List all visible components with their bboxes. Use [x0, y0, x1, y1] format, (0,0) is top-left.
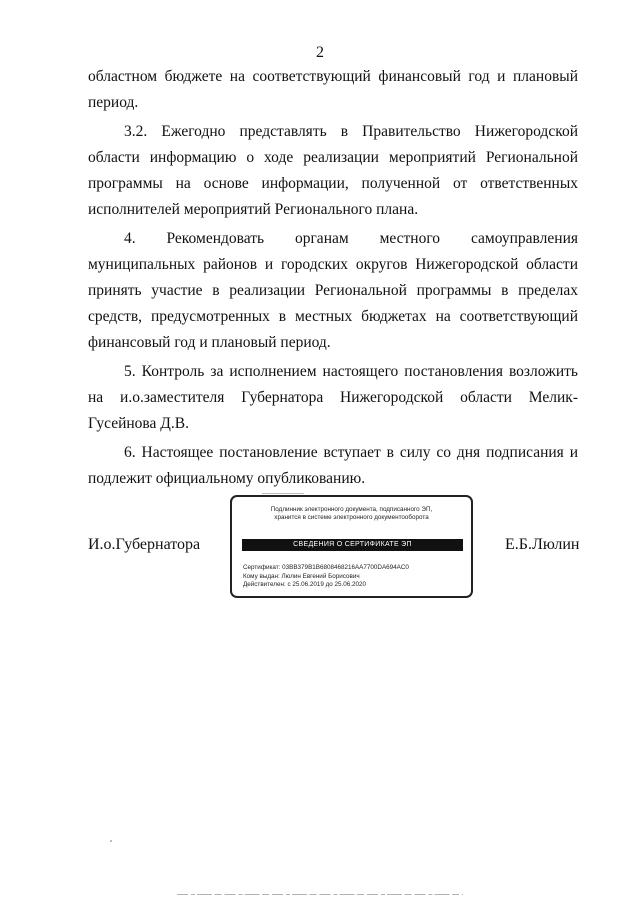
page-number: 2 — [316, 44, 324, 61]
stamp-details — [243, 564, 409, 590]
signatory-position: И.о.Губернатора — [88, 536, 201, 553]
signatory-name: Е.Б.Люлин — [505, 536, 580, 553]
stamp-title-bar: СВЕДЕНИЯ О СЕРТИФИКАТЕ ЭП — [242, 539, 463, 551]
paragraph-6: 6. Настоящее постановление вступает в силу со дня подписания и подлежит официальному опубликованию. — [88, 444, 578, 487]
scan-mark — [262, 493, 304, 494]
paragraph-3-2: 3.2. Ежегодно представлять в Правительство Нижегородской области информацию о ходе реализации мероприятий Региональной программы на основе информации, полученной от ответственных исполнителей мероприятий Регионального плана. — [88, 123, 578, 218]
bottom-scan-dashes — [34, 894, 606, 895]
stamp-header-line: хранится в системе электронного документооборота — [274, 514, 429, 521]
certificate-number: Сертификат: 03BB379B1B6808468216AA7700DA694AC0 — [243, 564, 409, 571]
certificate-owner: Кому выдан: Люлин Евгений Борисович — [243, 572, 360, 580]
paragraph-continuation: областном бюджете на соответствующий финансовый год и плановый период. — [88, 68, 578, 111]
paragraph-5: 5. Контроль за исполнением настоящего постановления возложить на и.о.заместителя Губернатора Нижегородской области Мелик-Гусейнова Д.В. — [88, 363, 578, 432]
electronic-signature-stamp — [230, 495, 473, 598]
paragraph-4: 4. Рекомендовать органам местного самоуправления муниципальных районов и городских округов Нижегородской области принять участие в реализации Региональной программы в пределах средств, предусмотренных в местных бюджетах на соответствующий финансовый год и плановый период. — [88, 230, 578, 351]
document-body — [88, 64, 578, 495]
stamp-header-line: Подлинник электронного документа, подписанного ЭП, — [270, 506, 433, 513]
certificate-validity: Действителен: с 25.06.2019 до 25.06.2020 — [243, 581, 367, 588]
scan-mark — [110, 840, 112, 842]
stamp-header — [232, 506, 471, 522]
